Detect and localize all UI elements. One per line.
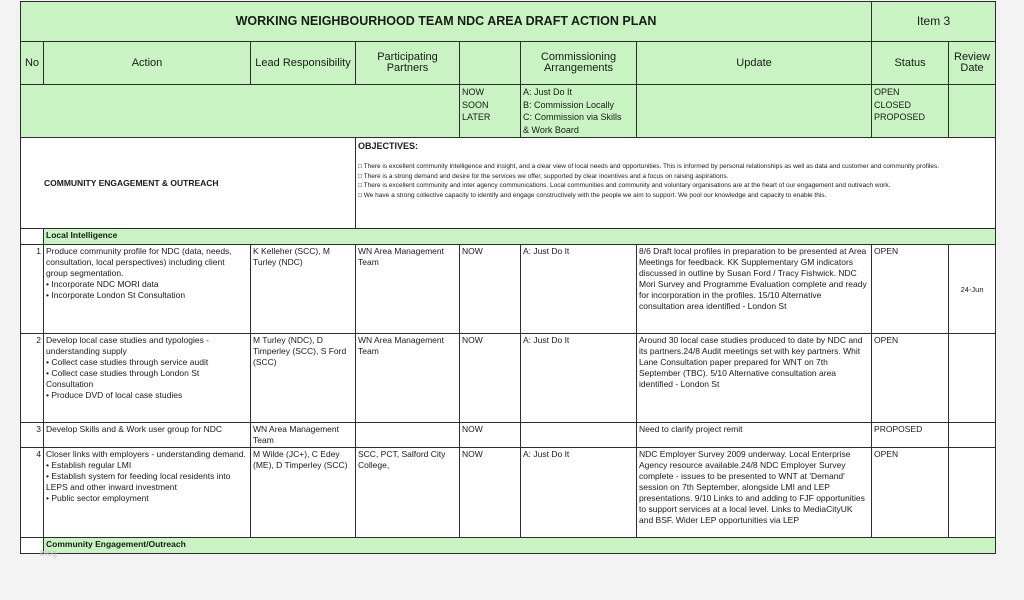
row-partners (356, 423, 460, 448)
row-lead: M Wilde (JC+), C Edey (ME), D Timperley (SCC) (251, 448, 356, 538)
key-blank (21, 85, 460, 138)
header-partners: Participating Partners (356, 42, 460, 85)
table-row (21, 448, 996, 538)
row-timing: NOW (460, 423, 521, 448)
title-row (21, 2, 996, 42)
objective-item: □ There is excellent community intelligence and insight, and a clear view of local needs and opportunities. This is informed by personal relationships as well as data and customer and community profiles. (358, 163, 940, 170)
row-partners: WN Area Management Team (356, 334, 460, 423)
row-update: Around 30 local case studies produced to date by NDC and its partners.24/8 Audit meetings set with key partners. Whit Lane Consultation paper prepared for WNT on 7th September (TBC). 5/10 Alternative consultation area identified - London St (637, 334, 872, 423)
row-partners: SCC, PCT, Salford City College, (356, 448, 460, 538)
row-timing: NOW (460, 245, 521, 334)
row-review-date (949, 423, 996, 448)
row-lead: K Kelleher (SCC), M Turley (NDC) (251, 245, 356, 334)
row-commissioning: A: Just Do It (521, 334, 637, 423)
header-update: Update (637, 42, 872, 85)
table-row (21, 334, 996, 423)
objectives-row (21, 138, 996, 229)
header-action: Action (44, 42, 251, 85)
key-update-blank (637, 85, 872, 138)
table-row (21, 423, 996, 448)
row-number: 2 (21, 334, 44, 423)
objective-item: □ There is a strong demand and desire for the services we offer, supported by clear incentives and a focus on raising aspirations. (358, 172, 729, 180)
row-review-date (949, 334, 996, 423)
key-timing: NOW SOON LATER (460, 85, 521, 138)
header-no: No (21, 42, 44, 85)
objective-item: □ There is excellent community and inter agency communications. Local communities and community and voluntary organisations are at the heart of our engagement and outreach work. (358, 182, 891, 189)
key-status: OPEN CLOSED PROPOSED (872, 85, 949, 138)
header-lead: Lead Responsibility (251, 42, 356, 85)
key-row (21, 85, 996, 138)
header-status: Status (872, 42, 949, 85)
table-row (21, 245, 996, 334)
page-title: WORKING NEIGHBOURHOOD TEAM NDC AREA DRAFT ACTION PLAN (21, 2, 872, 42)
subsection-blank (21, 229, 44, 245)
row-number: 3 (21, 423, 44, 448)
row-action: Closer links with employers - understanding demand. • Establish regular LMI • Establish system for feeding local residents into LEPS and other inward investment • Public sector employment (44, 448, 251, 538)
row-status: PROPOSED (872, 423, 949, 448)
header-row (21, 42, 996, 85)
row-action: Develop local case studies and typologies - understanding supply • Collect case studies through service audit • Collect case studies through London St Consultation • Produce DVD of local case studies (44, 334, 251, 423)
row-status: OPEN (872, 245, 949, 334)
header-commissioning: Commissioning Arrangements (521, 42, 637, 85)
row-commissioning: A: Just Do It (521, 245, 637, 334)
row-commissioning: A: Just Do It (521, 448, 637, 538)
row-action: Develop Skills and & Work user group for NDC (44, 423, 251, 448)
row-review-date (949, 448, 996, 538)
header-blank (460, 42, 521, 85)
row-timing: NOW (460, 448, 521, 538)
watermark: blog (40, 548, 58, 558)
subsection-title: Local Intelligence (44, 229, 996, 245)
row-update: NDC Employer Survey 2009 underway. Local Enterprise Agency resource available.24/8 NDC Employer Survey complete - issues to be presented to WNT at 'Demand' session on 7th September, alongside LMI and LEP presentations. 9/10 Links to and adding to FJF opportunities to support services at a local level. Links to MediaCityUK and BSF. Wider LEP opportunities via LEP (637, 448, 872, 538)
section-name: COMMUNITY ENGAGEMENT & OUTREACH (21, 138, 356, 229)
key-commissioning: A: Just Do It B: Commission Locally C: Commission via Skills & Work Board (521, 85, 637, 138)
row-review-date: 24-Jun (949, 245, 996, 334)
row-number: 4 (21, 448, 44, 538)
row-update: Need to clarify project remit (637, 423, 872, 448)
objective-item: □ We have a strong collective capacity to identify and engage constructively with the people we aim to support. We pool our knowledge and capacity to enable this. (358, 191, 827, 199)
footer-section-row (21, 538, 996, 554)
row-timing: NOW (460, 334, 521, 423)
row-partners: WN Area Management Team (356, 245, 460, 334)
header-review: Review Date (949, 42, 996, 85)
row-lead: WN Area Management Team (251, 423, 356, 448)
row-commissioning (521, 423, 637, 448)
action-plan-sheet (20, 1, 991, 554)
row-number: 1 (21, 245, 44, 334)
objectives-title: OBJECTIVES: (358, 141, 419, 151)
row-action: Produce community profile for NDC (data, needs, consultation, local perspectives) including client group segmentation. • Incorporate NDC MORI data • Incorporate London St Consultation (44, 245, 251, 334)
row-status: OPEN (872, 334, 949, 423)
row-status: OPEN (872, 448, 949, 538)
footer-section-title: Community Engagement/Outreach (44, 538, 996, 554)
item-label: Item 3 (872, 2, 996, 42)
row-update: 8/6 Draft local profiles in preparation to be presented at Area Meetings for feedback. KK Supplementary GM indicators discussed in outline by Susan Ford / Tracy Fishwick. NDC Mori Survey and Programme Evaluation complete and ready for incorporation in the profiles. 15/10 Alternative consultation area identified - London St (637, 245, 872, 334)
objectives-block (356, 138, 996, 229)
row-lead: M Turley (NDC), D Timperley (SCC), S Ford (SCC) (251, 334, 356, 423)
subsection-row (21, 229, 996, 245)
key-review-blank (949, 85, 996, 138)
action-plan-table (20, 1, 996, 554)
